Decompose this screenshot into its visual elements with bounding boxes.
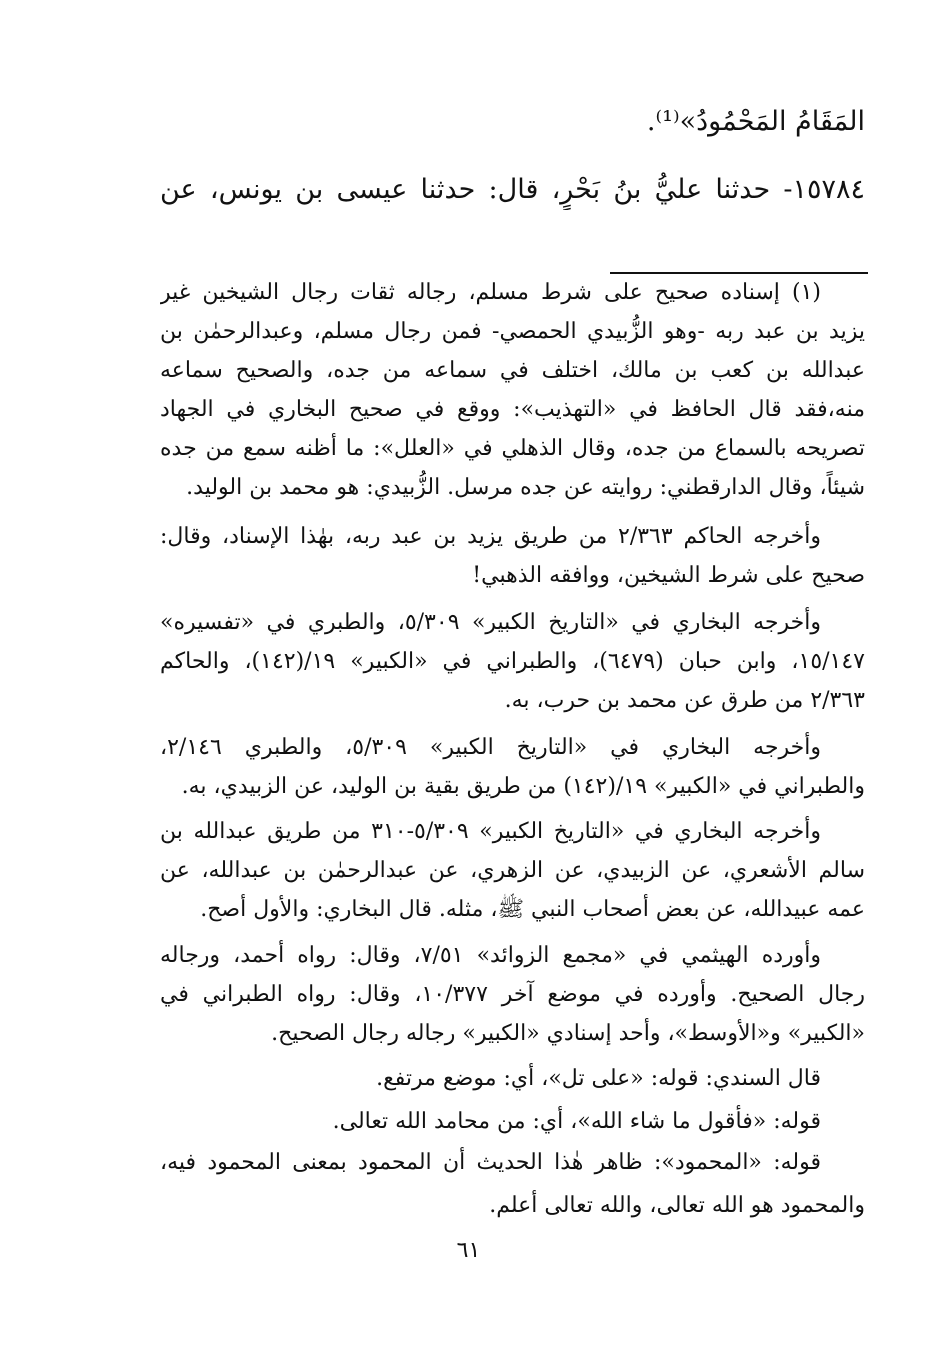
footnote-line-8: صحيح على شرط الشيخين، ووافقه الذهبي! bbox=[472, 563, 865, 588]
footnote-line-11: ٢/٣٦٣ من طرق عن محمد بن حرب، به. bbox=[504, 688, 865, 713]
footnote-line-12: وأخرجه البخاري في «التاريخ الكبير» ٥/٣٠٩، والطبري ٢/١٤٦، bbox=[160, 735, 821, 760]
main-text-line-2: ١٥٧٨٤- حدثنا عليُّ بنُ بَحْرٍ، قال: حدثنا عيسى بن يونس، عن bbox=[160, 174, 865, 205]
footnote-line-5: تصريحه بالسماع من جده، وقال الذهلي في «العلل»: ما أظنه سمع من جده bbox=[160, 436, 865, 461]
main-text-line-1: المَقَامُ المَحْمُودُ»⁽¹⁾. bbox=[646, 106, 865, 137]
footnote-line-15: سالم الأشعري، عن الزبيدي، عن الزهري، عن عبدالرحمٰن بن عبدالله، عن bbox=[160, 858, 865, 883]
footnote-line-9: وأخرجه البخاري في «التاريخ الكبير» ٥/٣٠٩، والطبري في «تفسيره» bbox=[160, 610, 821, 635]
footnote-line-21: قوله: «فأقول ما شاء الله»، أي: من محامد الله تعالى. bbox=[332, 1109, 821, 1134]
footnote-line-18: رجال الصحيح. وأورده في موضع آخر ١٠/٣٧٧، وقال: رواه الطبراني في bbox=[160, 982, 865, 1007]
footnote-line-3: عبدالله بن كعب بن مالك، اختلف في سماعه من جده، والصحيح سماعه bbox=[160, 358, 865, 383]
footnote-separator bbox=[610, 272, 868, 274]
footnote-line-19: «الكبير» و«الأوسط»، وأحد إسنادي «الكبير» رجاله رجال الصحيح. bbox=[271, 1021, 865, 1046]
footnote-line-7: وأخرجه الحاكم ٢/٣٦٣ من طريق يزيد بن عبد ربه، بهٰذا الإسناد، وقال: bbox=[160, 524, 821, 549]
page-number: ٦١ bbox=[456, 1238, 481, 1263]
footnote-line-17: وأورده الهيثمي في «مجمع الزوائد» ٧/٥١، وقال: رواه أحمد، ورجاله bbox=[160, 943, 821, 968]
footnote-line-4: منه،فقد قال الحافظ في «التهذيب»: ووقع في صحيح البخاري في الجهاد bbox=[160, 397, 865, 422]
footnote-line-1: (١) إسناده صحيح على شرط مسلم، رجاله ثقات رجال الشيخين غير bbox=[160, 280, 821, 305]
footnote-line-20: قال السندي: قوله: «على تل»، أي: موضع مرتفع. bbox=[376, 1066, 821, 1091]
footnote-line-14: وأخرجه البخاري في «التاريخ الكبير» ٥/٣٠٩-٣١٠ من طريق عبدالله بن bbox=[160, 819, 822, 844]
footnote-line-2: يزيد بن عبد ربه -وهو الزُّبيدي الحمصي- فمن رجال مسلم، وعبدالرحمٰن بن bbox=[160, 319, 865, 344]
footnote-line-23: والمحمود هو الله تعالى، والله تعالى أعلم. bbox=[489, 1193, 865, 1218]
footnote-line-22: قوله: «المحمود»: ظاهر هٰذا الحديث أن المحمود بمعنى المحمود فيه، bbox=[160, 1150, 821, 1175]
footnote-line-13: والطبراني في «الكبير» ١٩/(١٤٢) من طريق بقية بن الوليد، عن الزبيدي، به. bbox=[181, 774, 865, 799]
footnote-line-16: عمه عبيدالله، عن بعض أصحاب النبي ﷺ، مثله. قال البخاري: والأول أصح. bbox=[200, 897, 865, 922]
footnote-line-10: ١٥/١٤٧، وابن حبان (٦٤٧٩)، والطبراني في «الكبير» ١٩/(١٤٢)، والحاكم bbox=[160, 649, 865, 674]
footnote-line-6: شيئاً، وقال الدارقطني: روايته عن جده مرسل. الزُّبيدي: هو محمد بن الوليد. bbox=[186, 475, 865, 500]
